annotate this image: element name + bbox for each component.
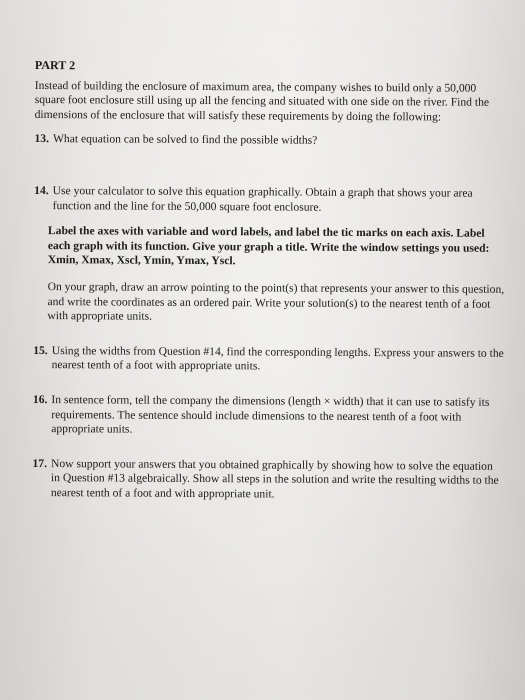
part-title: PART 2 <box>34 58 76 73</box>
question-17 <box>32 457 504 504</box>
question-13 <box>34 132 506 149</box>
question-number: 17. <box>32 456 48 470</box>
question-text: In sentence form, tell the company the dimensions (length × width) that it can use to satisfy its requirements. The sentence should include dimensions to the nearest tenth of a foot with appropriate units. <box>51 393 490 436</box>
question-16 <box>33 393 505 440</box>
document-content <box>32 58 507 503</box>
question-text: Use your calculator to solve this equation graphically. Obtain a graph that shows your area function and the line for the 50,000 square foot enclosure. <box>52 184 473 214</box>
question-14-arrow-instructions: On your graph, draw an arrow pointing to the point(s) that represents your answer to this question, and write the coordinates as an ordered pair. Write your solution(s) to the nearest tenth of a foot with appropriate units. <box>47 280 505 323</box>
question-15 <box>33 344 505 376</box>
question-14 <box>34 184 506 216</box>
question-14-instructions: Label the axes with variable and word labels, and label the tic marks on each axis. Label each graph with its function. Give your graph a title. Write the window settings you used: Xmin, Xmax, Xscl, Ymin, Ymax, Yscl. <box>47 224 490 268</box>
question-text: What equation can be solved to find the possible widths? <box>52 132 318 148</box>
question-text: Now support your answers that you obtained graphically by showing how to solve the equation in Question #13 algebraically. Show all steps in the solution and write the resulting widths to the nearest tenth of a foot and with appropriate unit. <box>50 456 499 501</box>
question-number: 14. <box>34 183 49 198</box>
question-number: 16. <box>32 392 48 406</box>
intro-paragraph: Instead of building the enclosure of maximum area, the company wishes to build only a 50,000 square foot enclosure still using up all the fencing and situated with one side on the river. Find the dimensions of the enclosure that will satisfy these requirements by doing the following: <box>34 78 490 124</box>
question-number: 13. <box>34 132 50 146</box>
question-text: Using the widths from Question #14, find the corresponding lengths. Express your answers to the nearest tenth of a foot with appropriate units. <box>51 343 504 373</box>
question-number: 15. <box>33 343 48 357</box>
